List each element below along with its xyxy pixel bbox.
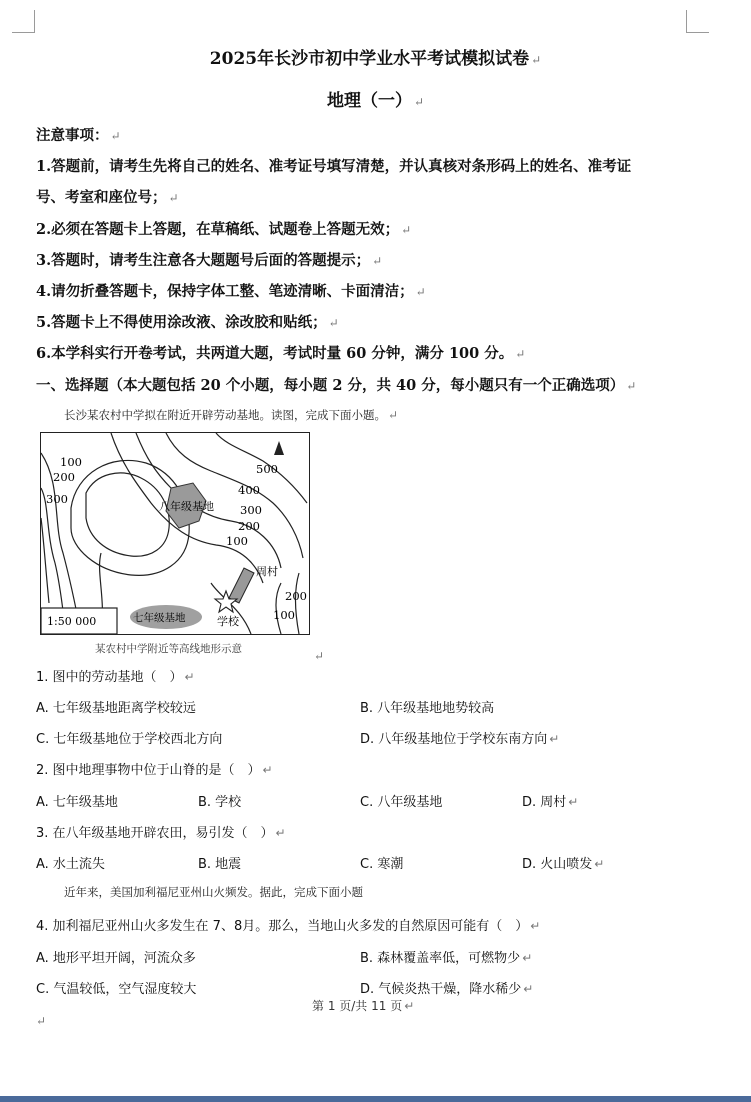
contour-label: 300	[240, 503, 262, 517]
note-item-6	[36, 342, 525, 363]
question-stem-text: 2. 图中地理事物中位于山脊的是（ ）	[36, 763, 261, 778]
school-label: 学校	[217, 615, 239, 628]
section-heading	[36, 374, 636, 395]
grade8-base-label: 八年级基地	[159, 500, 214, 513]
note-text: 答题前，请考生先将自己的姓名、准考证号填写清楚，并认真核对条形码上的姓名、准考证	[51, 158, 632, 175]
option-text: A. 七年级基地距离学校较远	[36, 701, 196, 716]
note-text: 请勿折叠答题卡，保持字体工整、笔迹清晰、卡面清洁；	[51, 283, 414, 300]
question-3-option-a[interactable]	[36, 853, 105, 872]
option-text: C. 气温较低，空气湿度较大	[36, 982, 197, 997]
note-text: 号、考室和座位号；	[36, 189, 167, 206]
zhoucun-label: 周村	[256, 565, 278, 578]
question-2-option-d[interactable]	[522, 791, 578, 810]
question-4-option-b[interactable]	[360, 947, 532, 966]
note-item-4	[36, 280, 426, 301]
contour-label: 400	[238, 483, 260, 497]
question-3-option-d[interactable]	[522, 853, 604, 872]
paragraph-mark-icon: ↵	[314, 649, 325, 663]
question-1-option-b[interactable]	[360, 697, 494, 716]
question-3-stem	[36, 822, 286, 841]
paragraph-mark-icon: ↵	[626, 379, 637, 393]
note-prefix: 6.	[36, 345, 52, 362]
paragraph-mark-icon: ↵	[523, 982, 534, 996]
paragraph-mark-icon: ↵	[168, 191, 179, 205]
section-intro	[64, 407, 398, 423]
question-1-option-a[interactable]	[36, 697, 196, 716]
paragraph-mark-icon: ↵	[184, 670, 195, 684]
question-4-stem	[36, 915, 540, 934]
option-text: B. 地震	[198, 857, 242, 872]
question-4-option-c[interactable]	[36, 978, 196, 997]
note-text: 本学科实行开卷考试，共两道大题，考试时量 60 分钟，满分 100 分。	[51, 345, 514, 362]
north-arrow-icon	[274, 441, 284, 455]
option-text: B. 八年级基地地势较高	[360, 701, 495, 716]
option-text: C. 七年级基地位于学校西北方向	[36, 732, 223, 747]
paragraph-mark-icon: ↵	[328, 316, 339, 330]
contour-label: 200	[285, 589, 307, 603]
paragraph-mark-icon: ↵	[549, 732, 560, 746]
paragraph-mark-icon: ↵	[401, 223, 412, 237]
option-text: A. 地形平坦开阔，河流众多	[36, 951, 196, 966]
zhoucun-village	[229, 568, 254, 603]
contour-line	[41, 518, 49, 603]
paragraph-mark-icon: ↵	[413, 95, 425, 109]
question-2-option-a[interactable]	[36, 791, 118, 810]
section-intro-text: 长沙某农村中学拟在附近开辟劳动基地。读图，完成下面小题。	[64, 408, 386, 422]
note-prefix: 3.	[36, 252, 52, 269]
note-text: 答题时，请考生注意各大题题号后面的答题提示；	[51, 252, 371, 269]
map-caption	[95, 641, 242, 656]
paragraph-mark-icon: ↵	[275, 826, 286, 840]
paragraph-mark-icon: ↵	[36, 1014, 47, 1028]
notes-heading-text: 注意事项：	[36, 127, 109, 144]
note-prefix: 5.	[36, 314, 52, 331]
page-corner-mark-left	[12, 10, 35, 33]
question-stem-text: 4. 加利福尼亚州山火多发生在 7、8月。那么，当地山火多发的自然原因可能有（ ）	[36, 919, 529, 934]
section-intro-2	[64, 884, 363, 900]
option-text: B. 森林覆盖率低，可燃物少	[360, 951, 521, 966]
paragraph-mark-icon: ↵	[388, 408, 399, 422]
question-1-option-d[interactable]	[360, 728, 559, 747]
option-text: C. 寒潮	[360, 857, 404, 872]
paragraph-mark-icon: ↵	[404, 999, 415, 1013]
contour-map	[40, 432, 310, 635]
section-intro-text: 近年来，美国加利福尼亚州山火频发。据此，完成下面小题	[64, 885, 363, 899]
note-prefix: 4.	[36, 283, 52, 300]
paragraph-mark-icon: ↵	[110, 129, 121, 143]
question-2-option-c[interactable]	[360, 791, 442, 810]
paragraph-mark-icon: ↵	[262, 763, 273, 777]
option-text: D. 气候炎热干燥，降水稀少	[360, 982, 522, 997]
note-item-2	[36, 218, 411, 239]
exam-title-text: 2025年长沙市初中学业水平考试模拟试卷	[209, 49, 530, 69]
option-text: D. 周村	[522, 795, 567, 810]
note-text: 答题卡上不得使用涂改液、涂改胶和贴纸；	[51, 314, 327, 331]
exam-title	[0, 44, 751, 69]
note-text: 必须在答题卡上答题，在草稿纸、试题卷上答题无效；	[51, 221, 400, 238]
note-item-3	[36, 249, 382, 270]
page-number	[312, 997, 414, 1014]
option-text: C. 八年级基地	[360, 795, 443, 810]
contour-label: 100	[273, 608, 295, 622]
window-bottom-bar	[0, 1096, 751, 1102]
page-number-text: 第 1 页/共 11 页	[312, 999, 403, 1013]
question-4-option-a[interactable]	[36, 947, 196, 966]
question-4-option-d[interactable]	[360, 978, 533, 997]
contour-map-svg	[41, 433, 309, 634]
question-2-stem	[36, 759, 273, 778]
paragraph-mark-icon: ↵	[531, 53, 542, 67]
option-text: A. 七年级基地	[36, 795, 118, 810]
option-text: A. 水土流失	[36, 857, 105, 872]
option-text: B. 学校	[198, 795, 242, 810]
question-3-option-b[interactable]	[198, 853, 241, 872]
map-scale-label: 1:50 000	[47, 615, 97, 628]
note-prefix: 1.	[36, 158, 52, 175]
paragraph-mark-icon: ↵	[515, 347, 526, 361]
question-1-stem	[36, 666, 195, 685]
contour-label: 200	[238, 519, 260, 533]
paragraph-mark-icon: ↵	[568, 795, 579, 809]
grade7-base-label: 七年级基地	[133, 612, 186, 624]
question-3-option-c[interactable]	[360, 853, 403, 872]
paragraph-mark-icon: ↵	[522, 951, 533, 965]
question-stem-text: 3. 在八年级基地开辟农田，易引发（ ）	[36, 826, 274, 841]
question-stem-text: 1. 图中的劳动基地（ ）	[36, 670, 183, 685]
paragraph-mark-icon: ↵	[372, 254, 383, 268]
page-corner-mark-right	[686, 10, 709, 33]
notes-heading	[36, 124, 121, 145]
paragraph-mark-icon: ↵	[530, 919, 541, 933]
option-text: D. 火山喷发	[522, 857, 593, 872]
exam-subtitle-text: 地理（一）	[326, 91, 412, 111]
option-text: D. 八年级基地位于学校东南方向	[360, 732, 548, 747]
contour-label: 300	[46, 492, 68, 506]
contour-line	[86, 473, 169, 556]
note-prefix: 2.	[36, 221, 52, 238]
section-heading-text: 一、选择题（本大题包括 20 个小题，每小题 2 分，共 40 分，每小题只有一个正确选项）	[36, 377, 625, 394]
contour-label: 200	[53, 470, 75, 484]
exam-subtitle	[0, 86, 751, 111]
note-item-1	[36, 155, 631, 176]
contour-label: 500	[256, 462, 278, 476]
contour-label: 100	[60, 455, 82, 469]
contour-label: 100	[226, 534, 248, 548]
paragraph-mark-icon: ↵	[594, 857, 605, 871]
contour-line	[296, 573, 299, 634]
note-item-5	[36, 311, 339, 332]
paragraph-mark-icon: ↵	[415, 285, 426, 299]
map-caption-text: 某农村中学附近等高线地形示意	[95, 643, 242, 655]
question-1-option-c[interactable]	[36, 728, 222, 747]
question-2-option-b[interactable]	[198, 791, 241, 810]
note-item-1-cont	[36, 186, 179, 207]
